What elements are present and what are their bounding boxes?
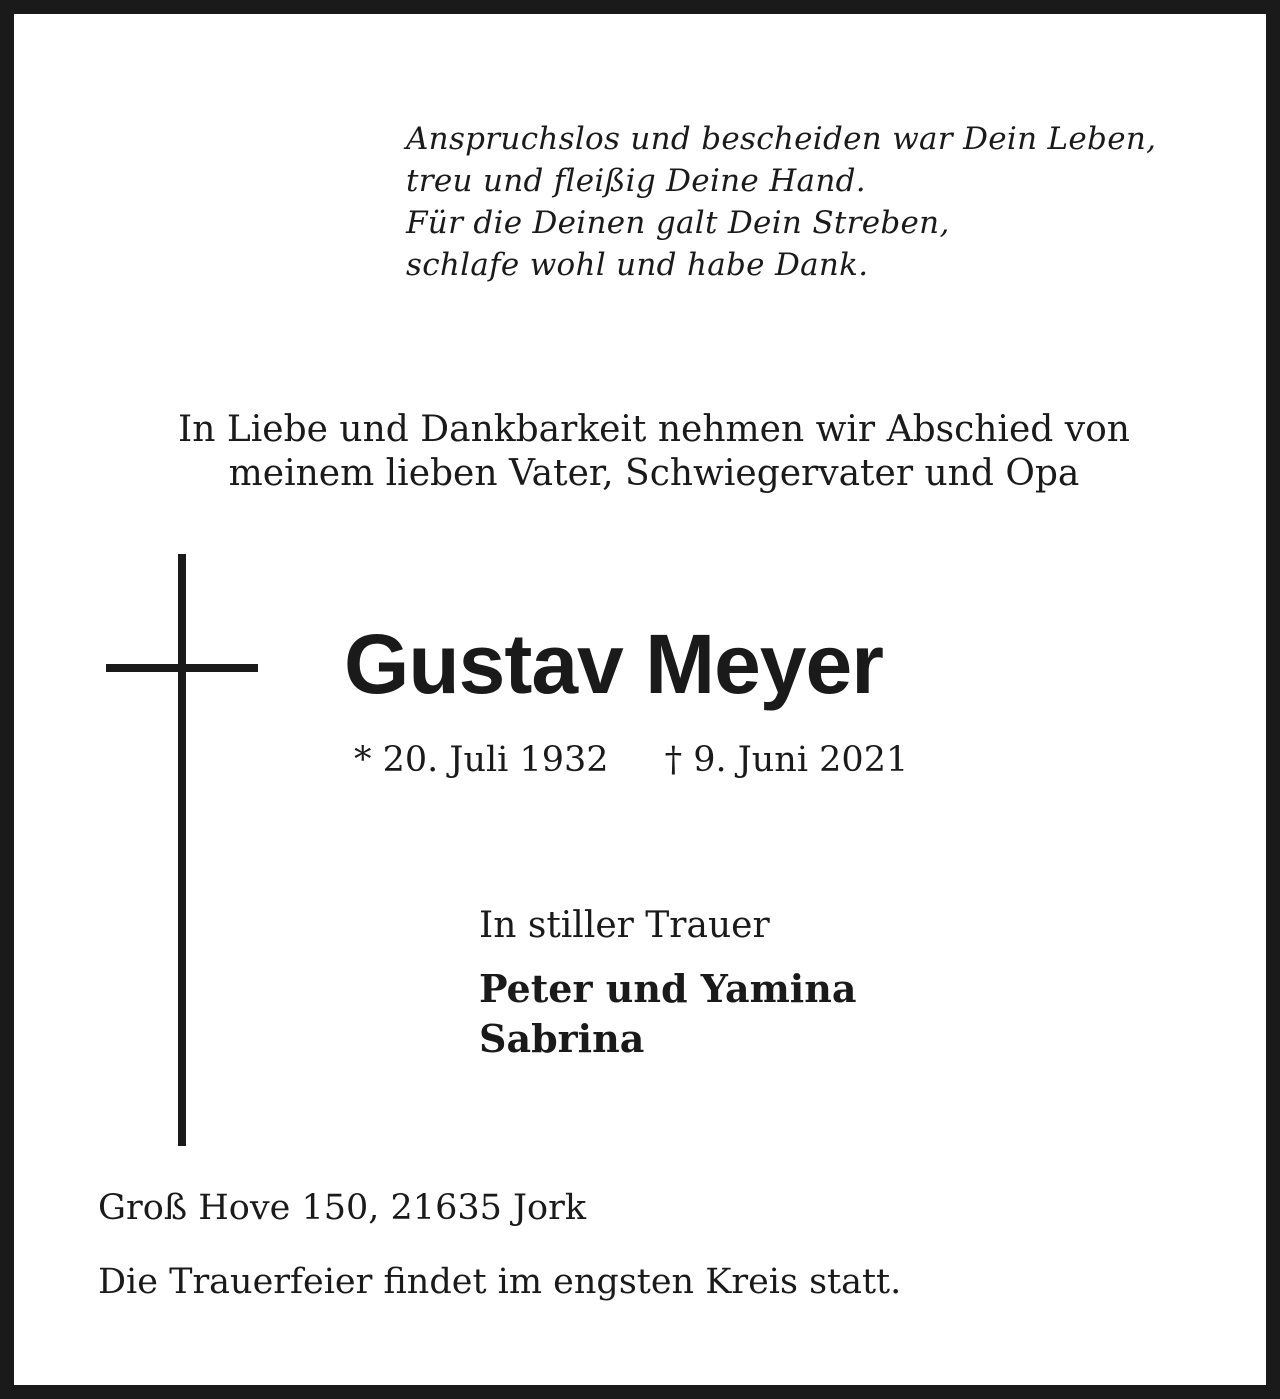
poem-line: Anspruchslos und bescheiden war Dein Leben, (406, 121, 1157, 157)
poem-line: Für die Deinen galt Dein Streben, (406, 205, 950, 241)
mourner-names (479, 964, 856, 1064)
cross-icon-horizontal-bar (106, 664, 258, 672)
poem (406, 118, 1246, 286)
address: Groß Hove 150, 21635 Jork (98, 1188, 587, 1228)
birth-date: * 20. Juli 1932 (354, 740, 609, 780)
mourner-name: Peter und Yamina (479, 966, 857, 1011)
cross-icon-vertical-bar (178, 554, 186, 1146)
ceremony-note: Die Trauerfeier findet im engsten Kreis statt. (98, 1262, 902, 1302)
life-dates (354, 738, 908, 782)
poem-line: treu und fleißig Deine Hand. (406, 163, 866, 199)
mourning-intro: In stiller Trauer (479, 905, 770, 946)
intro-line: In Liebe und Dankbarkeit nehmen wir Abschied von (178, 409, 1130, 450)
poem-line: schlafe wohl und habe Dank. (406, 247, 869, 283)
deceased-name: Gustav Meyer (344, 617, 883, 711)
death-date: † 9. Juni 2021 (664, 740, 909, 780)
mourner-name: Sabrina (479, 1016, 645, 1061)
intro-line: meinem lieben Vater, Schwiegervater und Opa (228, 453, 1080, 494)
farewell-intro (54, 408, 1254, 496)
